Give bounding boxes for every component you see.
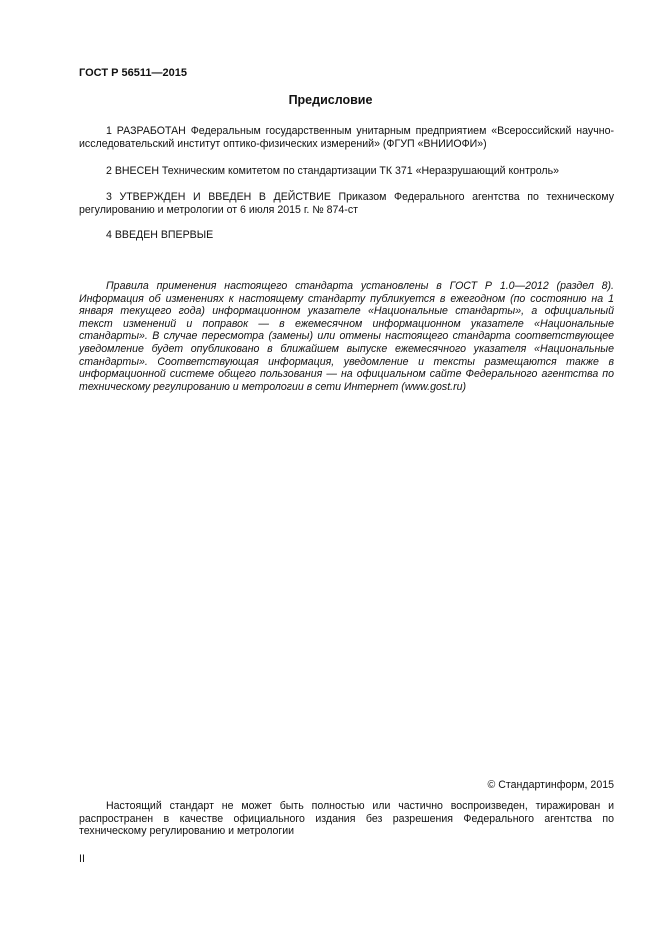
copyright-line: © Стандартинформ, 2015	[487, 779, 614, 791]
preface-item-text: 4 ВВЕДЕН ВПЕРВЫЕ	[106, 229, 214, 241]
preface-item-text: 2 ВНЕСЕН Техническим комитетом по стандартизации ТК 371 «Неразрушающий контроль»	[106, 165, 559, 177]
preface-item-4	[79, 229, 614, 242]
preface-item-2	[79, 165, 614, 178]
notice-text: Правила применения настоящего стандарта установлены в ГОСТ Р 1.0—2012 (раздел 8). Информация об изменениях к настоящему стандарту публикуется в ежегодном (по состоянию на 1 января текущего года) информационном указателе «Национальные стандарты», а официальный текст изменений и поправок — в ежемесячном информационном указателе «Национальные стандарты». В случае пересмотра (замены) или отмены настоящего стандарта соответствующее уведомление будет опубликовано в ближайшем выпуске ежемесячного указателя «Национальные стандарты». Соответствующая информация, уведомление и тексты размещаются также в информационной системе общего пользования — на официальном сайте Федерального агентства по техническому регулированию и метрологии в сети Интернет (www.gost.ru)	[79, 280, 614, 393]
reproduction-notice-text: Настоящий стандарт не может быть полностью или частично воспроизведен, тиражирован и распространен в качестве официального издания без разрешения Федерального агентства по техническому регулированию и метрологии	[79, 800, 614, 838]
preface-item-1	[79, 125, 614, 150]
standard-id-header: ГОСТ Р 56511—2015	[79, 67, 187, 79]
preface-item-text: 3 УТВЕРЖДЕН И ВВЕДЕН В ДЕЙСТВИЕ Приказом Федерального агентства по техническому регулированию и метрологии от 6 июля 2015 г. № 874-ст	[79, 191, 614, 216]
preface-item-text: 1 РАЗРАБОТАН Федеральным государственным унитарным предприятием «Всероссийский научно-исследовательский институт оптико-физических измерений» (ФГУП «ВНИИОФИ»)	[79, 125, 614, 150]
application-rules-notice	[79, 280, 614, 393]
page-number: II	[79, 853, 85, 865]
preface-title: Предисловие	[288, 93, 373, 107]
preface-item-3	[79, 191, 614, 216]
reproduction-notice	[79, 800, 614, 838]
